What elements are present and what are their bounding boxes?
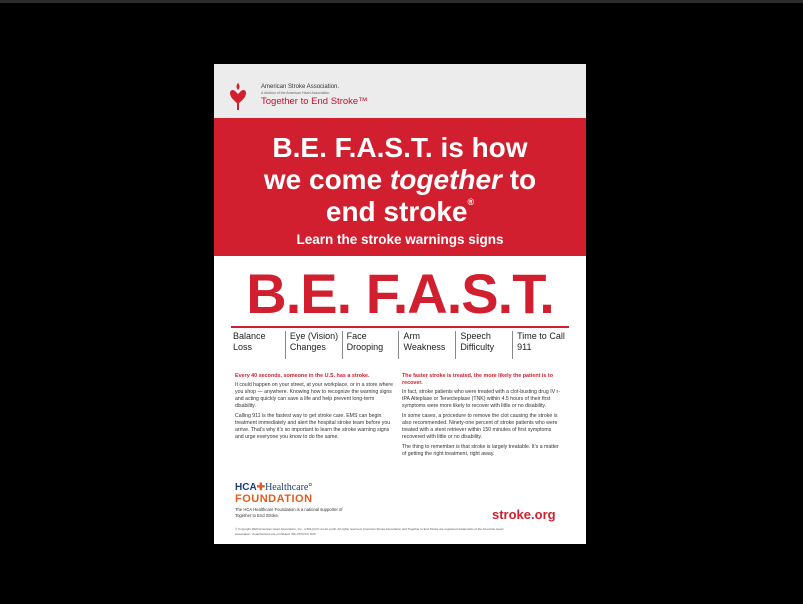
left-column-heading: Every 40 seconds, someone in the U.S. has a stroke. (235, 373, 370, 379)
headline-line-2 (214, 164, 586, 196)
left-paragraph: Calling 911 is the fastest way to get stroke care. EMS can begin treatment immediately and alert the hospital stroke team before you arrive. That’s why it’s so important to learn the stroke warning signs and urge everyone you know to do the same. (235, 413, 391, 440)
headline-line-3-text: end stroke (325, 196, 468, 227)
headline-emphasis: together (389, 164, 502, 195)
stroke-url[interactable]: stroke.org (492, 507, 556, 522)
org-name: American Stroke Association. (261, 84, 340, 90)
left-paragraph: It could happen on your street, at your workplace, or in a store where you shop — anywhere. Knowing how to recognize the warning signs and acting quickly can save a life and help prevent long-term disability. (235, 382, 394, 409)
poster-document (214, 64, 586, 544)
heart-torch-icon (227, 79, 249, 111)
hca-cross-icon: ✚ (256, 482, 266, 493)
hca-brand: HCA (235, 482, 257, 493)
headline-line-2-pre: we come (263, 164, 390, 195)
right-paragraph: In some cases, a procedure to remove the clot causing the stroke is also recommended. Ninety-one percent of stroke patients who were treated with a stent retriever within 150 minutes of first symptoms recovered with little or no disability. (402, 413, 558, 440)
hca-healthcare: Healthcare° (265, 482, 313, 493)
hca-foundation: FOUNDATION (235, 493, 313, 505)
legal-text: © Copyright 2020 American Heart Association, Inc., a 501(c)(3) not-for-profit. All rights reserved. American Stroke Association and Together to End Stroke are registered trademarks of the American Heart Association. Unauthorized use prohibited. WF-XXXXXX 3/20 (235, 527, 504, 536)
right-column-heading: The faster stroke is treated, the more likely the patient is to recover. (402, 373, 553, 386)
headline-line-3 (214, 196, 586, 228)
right-paragraph: In fact, stroke patients who were treated with a clot-busting drug IV r-tPA Alteplase or Tenecteplase (TNK) within 4.5 hours of their first symptoms were more likely to recover with little or no disability. (402, 389, 561, 409)
window-top-bar (0, 0, 803, 3)
acronym-divider (231, 326, 569, 328)
campaign-tagline: Together to End Stroke™ (261, 96, 368, 107)
hca-logo (235, 482, 312, 493)
right-column (402, 373, 562, 461)
left-column (235, 373, 395, 444)
term-balance: Balance Loss (233, 331, 266, 352)
term-arm: Arm Weakness (398, 331, 455, 359)
headline-line-1: B.E. F.A.S.T. is how (272, 132, 528, 163)
registered-mark: ® (467, 197, 475, 207)
sponsor-note: The HCA Healthcare Foundation is a national supporter of Together to End Stroke. (235, 507, 343, 518)
banner-headline (214, 132, 586, 228)
term-eyes: Eye (Vision) Changes (285, 331, 342, 359)
banner-subhead: Learn the stroke warnings signs (296, 232, 504, 247)
term-speech: Speech Difficulty (455, 331, 512, 359)
befast-acronym: B.E. F.A.S.T. (246, 262, 554, 325)
headline-line-2-post: to (501, 164, 537, 195)
right-paragraph: The thing to remember is that stroke is largely treatable. It’s a matter of getting the right treatment, right away. (402, 444, 559, 457)
term-face: Face Drooping (342, 331, 399, 359)
befast-terms (231, 331, 569, 359)
poster-header (214, 64, 586, 118)
term-time: Time to Call 911 (512, 331, 569, 359)
org-subtitle: A division of the American Heart Association (261, 91, 330, 95)
red-banner (214, 118, 586, 256)
